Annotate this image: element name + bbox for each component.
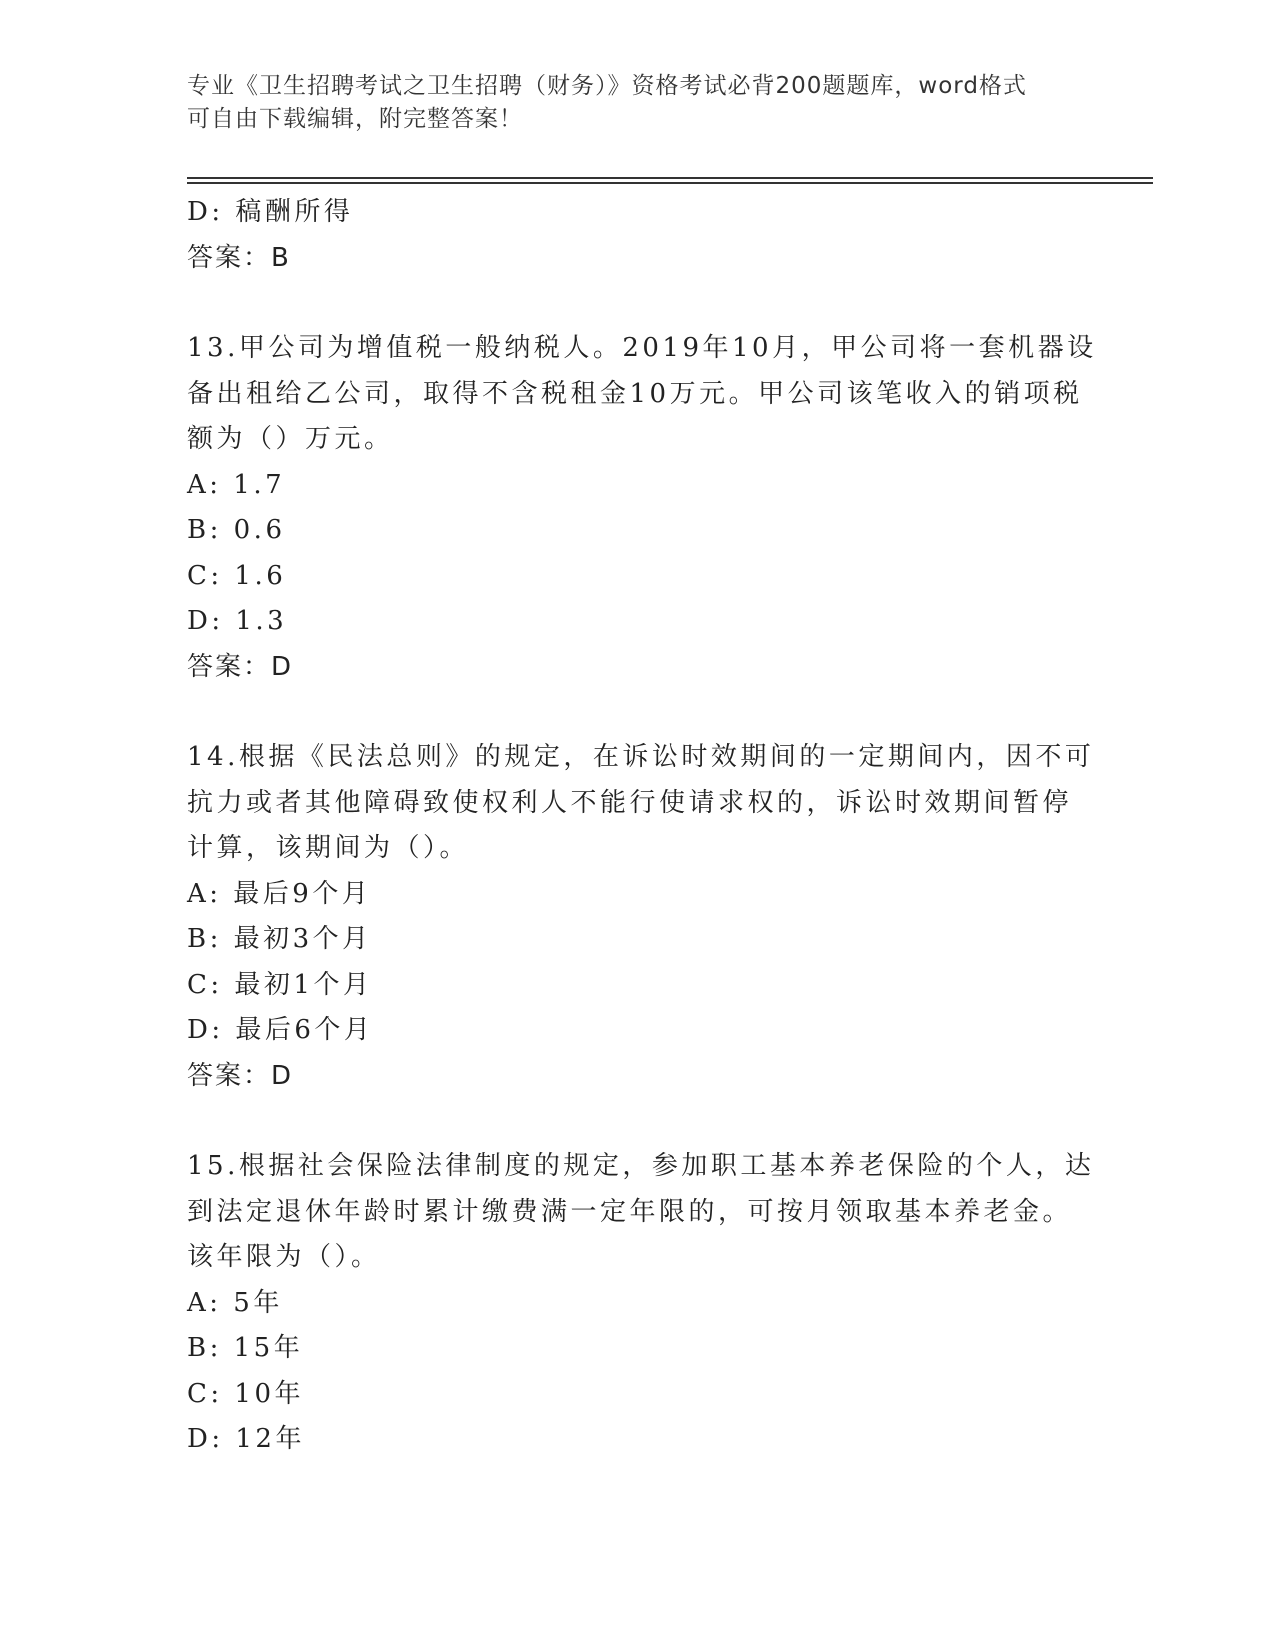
question-stem-line: 14.根据《民法总则》的规定，在诉讼时效期间的一定期间内，因不可 (187, 742, 1095, 772)
option-c: C: 1.6 (187, 560, 287, 591)
option-a: A: 最后9个月 (187, 878, 372, 909)
question-stem-line: 计算，该期间为（）。 (187, 833, 470, 863)
option-d: D: 1.3 (187, 606, 288, 636)
question-stem-line: 15.根据社会保险法律制度的规定，参加职工基本养老保险的个人，达 (187, 1151, 1095, 1181)
header-line-2: 可自由下载编辑，附完整答案！ (187, 106, 523, 132)
option-a: A: 1.7 (187, 469, 286, 500)
question-stem-line: 到法定退休年龄时累计缴费满一定年限的，可按月领取基本养老金。 (187, 1196, 1073, 1227)
question-stem-line: 抗力或者其他障碍致使权利人不能行使请求权的，诉讼时效期间暂停 (187, 787, 1073, 818)
document-header (187, 70, 1087, 136)
option-c: C: 10年 (187, 1378, 305, 1409)
question-13 (187, 326, 1097, 690)
option-d: D: 12年 (187, 1424, 305, 1454)
option-a: A: 5年 (187, 1287, 283, 1318)
header-divider-bottom (187, 182, 1153, 184)
option-c: C: 最初1个月 (187, 969, 373, 1000)
question-14 (187, 735, 1095, 1099)
option-b: B: 最初3个月 (187, 924, 372, 954)
header-line-1: 专业《卫生招聘考试之卫生招聘（财务）》资格考试必背200题题库，word格式 (187, 73, 1027, 99)
option-b: B: 0.6 (187, 515, 286, 545)
header-divider-top (187, 177, 1153, 179)
answer-line: 答案：D (187, 651, 294, 682)
option-d: D: 最后6个月 (187, 1015, 374, 1045)
question-stem (187, 735, 1095, 872)
question-stem-line: 额为（）万元。 (187, 424, 394, 454)
question-stem-line: 13.甲公司为增值税一般纳税人。2019年10月，甲公司将一套机器设 (187, 333, 1097, 363)
question-stem (187, 326, 1097, 463)
question-12-tail (187, 190, 1087, 281)
question-content (187, 190, 1097, 1463)
option-d: D: 稿酬所得 (187, 197, 354, 227)
question-15 (187, 1144, 1095, 1463)
question-stem-line: 该年限为（）。 (187, 1242, 381, 1272)
question-stem (187, 1144, 1095, 1281)
question-stem-line: 备出租给乙公司，取得不含税租金10万元。甲公司该笔收入的销项税 (187, 378, 1083, 409)
answer-line: 答案：B (187, 242, 291, 273)
option-b: B: 15年 (187, 1333, 304, 1363)
answer-line: 答案：D (187, 1060, 294, 1091)
